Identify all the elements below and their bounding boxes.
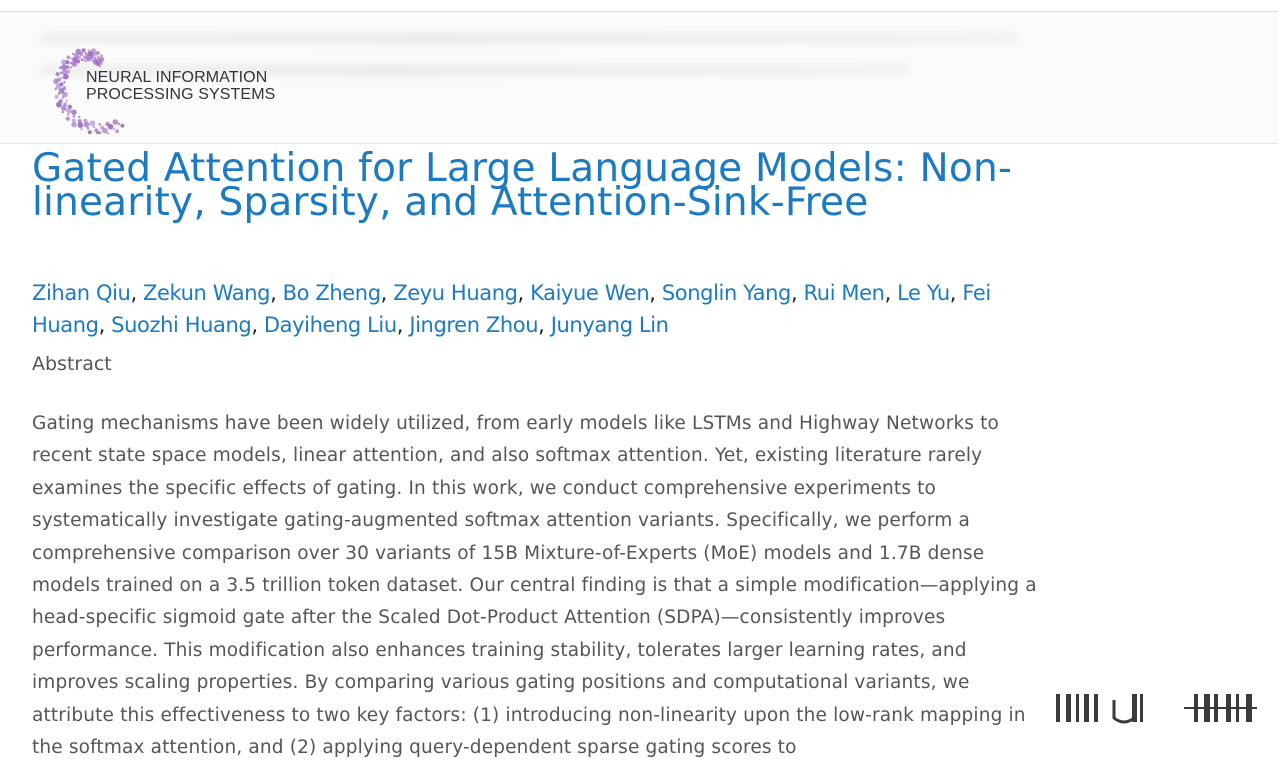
paper-title: Gated Attention for Large Language Models: Non-linearity, Sparsity, and Attention-Sink-Free (32, 146, 1013, 225)
author-separator: , (517, 281, 531, 305)
abstract-heading: Abstract (32, 353, 112, 375)
author-separator: , (251, 313, 264, 337)
author-separator: , (380, 281, 394, 305)
author-link[interactable]: Kaiyue Wen (530, 281, 650, 305)
logo-wordmark (86, 69, 275, 103)
site-header (0, 12, 1278, 144)
author-link[interactable]: Zeyu Huang (393, 281, 518, 305)
author-link[interactable]: Zihan Qiu (32, 281, 131, 305)
author-link[interactable]: Le Yu (897, 281, 950, 305)
author-link[interactable]: Rui Men (803, 281, 885, 305)
author-separator: , (130, 281, 144, 305)
author-separator: , (949, 281, 963, 305)
author-separator: , (396, 313, 410, 337)
author-link[interactable]: Dayiheng Liu (263, 313, 397, 337)
author-link[interactable]: Jingren Zhou (409, 313, 539, 337)
logo-line-1: NEURAL INFORMATION (86, 69, 268, 86)
author-link[interactable]: Suozhi Huang (111, 313, 252, 337)
neurips-logo[interactable] (36, 24, 276, 134)
author-separator: , (98, 313, 112, 337)
author-link[interactable]: Zekun Wang (143, 281, 271, 305)
author-separator: , (790, 281, 804, 305)
author-separator: , (649, 281, 662, 305)
page-indicator-icon (1054, 688, 1259, 728)
author-link[interactable]: Junyang Lin (550, 313, 669, 337)
author-separator: , (538, 313, 551, 337)
logo-line-2: PROCESSING SYSTEMS (86, 86, 276, 103)
abstract-text: Gating mechanisms have been widely utilized, from early models like LSTMs and Highway Networks to recent state space models, linear attention, and also softmax attention. Yet, existing literature rarely examines the specific effects of gating. In this work, we conduct comprehensive experiments to systematically investigate gating-augmented softmax attention variants. Specifically, we perform a comprehensive comparison over 30 variants of 15B Mixture-of-Experts (MoE) models and 1.7B dense models trained on a 3.5 trillion token dataset. Our central finding is that a simple modification—applying a head-specific sigmoid gate after the Scaled Dot-Product Attention (SDPA)—consistently improves performance. This modification also enhances training stability, tolerates larger learning rates, and improves scaling properties. By comparing various gating positions and computational variants, we attribute this effectiveness to two key factors: (1) introducing non-linearity upon the low-rank mapping in the softmax attention, and (2) applying query-dependent sparse gating scores to (32, 413, 1037, 759)
author-link[interactable]: Bo Zheng (282, 281, 381, 305)
author-list (32, 277, 1032, 341)
author-separator: , (884, 281, 898, 305)
author-link[interactable]: Fei Huang (32, 281, 991, 337)
author-separator: , (270, 281, 283, 305)
author-link[interactable]: Songlin Yang (661, 281, 791, 305)
